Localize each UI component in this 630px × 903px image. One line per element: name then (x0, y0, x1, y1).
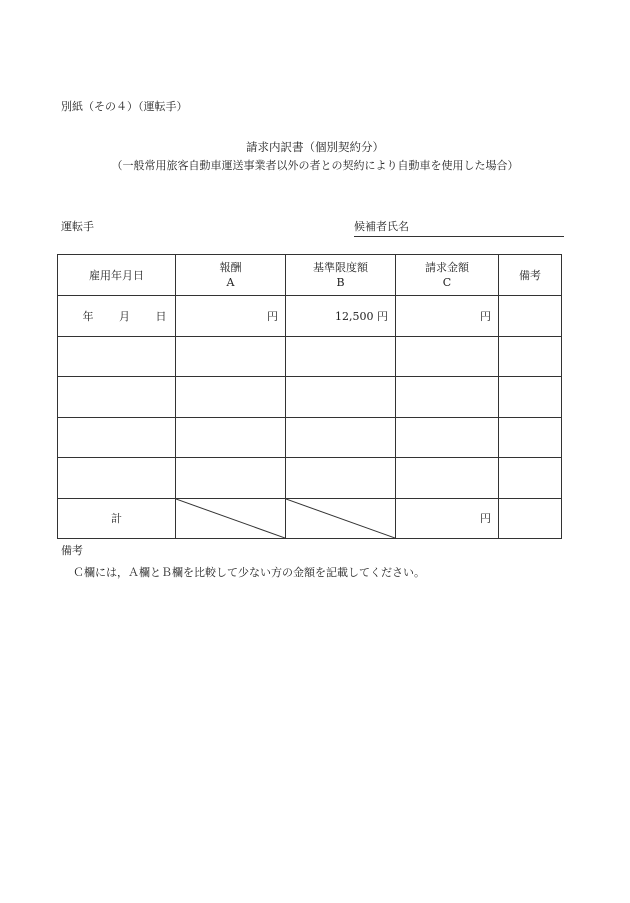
claim-cell[interactable] (396, 377, 499, 418)
note-total-cell[interactable] (499, 498, 562, 538)
driver-label: 運転手 (61, 220, 94, 233)
pay-cell[interactable] (176, 458, 286, 499)
document-title: 請求内訳書（個別契約分） (246, 140, 384, 154)
limit-cell: 12,500 円 (286, 296, 396, 337)
total-label: 計 (58, 498, 176, 538)
pay-total-crossed-cell (176, 498, 286, 538)
claim-cell[interactable] (396, 458, 499, 499)
pay-cell[interactable] (176, 417, 286, 458)
month-label: 月 (119, 309, 130, 323)
limit-cell (286, 377, 396, 418)
date-cell[interactable] (58, 296, 176, 337)
day-label: 日 (155, 309, 167, 323)
header-date: 雇用年月日 (58, 255, 176, 296)
limit-cell (286, 417, 396, 458)
total-row (58, 498, 562, 538)
header-pay-label: 報酬 (219, 261, 242, 274)
pay-cell[interactable] (176, 377, 286, 418)
claim-breakdown-table (57, 254, 562, 539)
candidate-name-field[interactable] (354, 218, 564, 237)
header-limit (286, 255, 396, 296)
year-label: 年 (82, 309, 94, 323)
document-subtitle: （一般常用旅客自動車運送事業者以外の者との契約により自動車を使用した場合） (111, 159, 519, 172)
claim-total-cell[interactable]: 円 (396, 498, 499, 538)
table-row (58, 458, 562, 499)
header-pay (176, 255, 286, 296)
limit-cell (286, 458, 396, 499)
table-row (58, 377, 562, 418)
pay-cell[interactable]: 円 (176, 296, 286, 337)
header-note: 備考 (499, 255, 562, 296)
remarks-text: Ｃ欄には，Ａ欄とＢ欄を比較して少ない方の金額を記載してください。 (73, 566, 425, 579)
candidate-name-label: 候補者氏名 (354, 220, 409, 233)
document-label: 別紙（その４）（運転手） (61, 100, 188, 113)
diagonal-line (176, 499, 285, 538)
header-limit-label: 基準限度額 (313, 261, 368, 274)
date-cell[interactable] (58, 336, 176, 377)
table-header-row (58, 255, 562, 296)
claim-cell[interactable]: 円 (396, 296, 499, 337)
limit-cell (286, 336, 396, 377)
note-cell[interactable] (499, 458, 562, 499)
note-cell[interactable] (499, 377, 562, 418)
note-cell[interactable] (499, 296, 562, 337)
header-claim-sub: C (442, 276, 452, 289)
table-row (58, 417, 562, 458)
limit-total-crossed-cell (286, 498, 396, 538)
note-cell[interactable] (499, 336, 562, 377)
remarks-title: 備考 (61, 544, 83, 557)
pay-cell[interactable] (176, 336, 286, 377)
header-pay-sub: A (226, 276, 235, 289)
table-row (58, 296, 562, 337)
date-cell[interactable] (58, 377, 176, 418)
note-cell[interactable] (499, 417, 562, 458)
claim-cell[interactable] (396, 336, 499, 377)
header-limit-sub: B (336, 276, 345, 289)
claim-cell[interactable] (396, 417, 499, 458)
diagonal-line (286, 499, 395, 538)
header-claim (396, 255, 499, 296)
date-cell[interactable] (58, 417, 176, 458)
header-claim-label: 請求金額 (425, 261, 469, 274)
table-row (58, 336, 562, 377)
date-cell[interactable] (58, 458, 176, 499)
